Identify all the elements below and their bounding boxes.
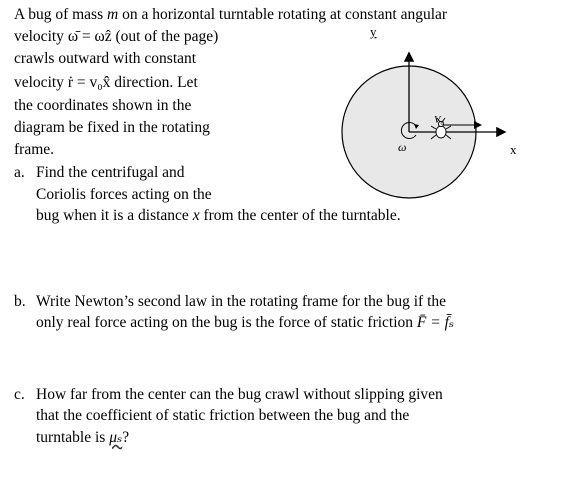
intro-text: direction. Let bbox=[110, 74, 198, 91]
friction-equation: F̄ = f̄ₛ bbox=[416, 314, 455, 331]
part-c-text: How far from the center can the bug crawl without slipping given bbox=[36, 386, 443, 403]
x-symbol: x bbox=[192, 207, 200, 224]
part-c-text: that the coefficient of static friction between the bug and the bbox=[36, 407, 410, 424]
problem-intro-line-3 bbox=[14, 50, 196, 68]
intro-text: on a horizontal turntable rotating at constant angular bbox=[118, 6, 448, 23]
mass-symbol: m bbox=[107, 6, 119, 23]
problem-intro-line-4 bbox=[14, 74, 198, 92]
part-b-marker: b. bbox=[14, 293, 26, 310]
part-c-line-3 bbox=[36, 429, 129, 447]
part-c-text: ? bbox=[122, 429, 130, 446]
intro-text: frame. bbox=[14, 141, 55, 158]
part-b-line-1 bbox=[14, 293, 447, 311]
part-c-line-2 bbox=[36, 407, 409, 425]
intro-text: (out of the page) bbox=[111, 28, 219, 45]
intro-text: crawls outward with constant bbox=[14, 50, 197, 67]
problem-intro-line-7 bbox=[14, 141, 54, 159]
x-axis-label: x bbox=[510, 142, 517, 157]
intro-text: velocity bbox=[14, 28, 68, 45]
part-c-line-1 bbox=[14, 386, 443, 404]
part-a-text: Find the centrifugal and bbox=[36, 164, 185, 181]
problem-intro-line-2 bbox=[14, 28, 218, 46]
part-b-line-2 bbox=[36, 314, 454, 332]
omega-label: ω bbox=[398, 140, 407, 154]
mu-symbol: μₛ bbox=[109, 429, 123, 446]
intro-text: A bug of mass bbox=[14, 6, 107, 23]
part-a-text: bug when it is a distance bbox=[36, 207, 193, 224]
velocity-equation: ṙ = v₀x̂ bbox=[67, 74, 111, 91]
part-c-text: turntable is bbox=[36, 429, 110, 446]
y-axis-label: y bbox=[370, 24, 377, 39]
part-a-line-3 bbox=[36, 207, 401, 225]
part-b-text: only real force acting on the bug is the force of static friction bbox=[36, 314, 417, 331]
part-b-text: Write Newton’s second law in the rotating frame for the bug if the bbox=[36, 293, 447, 310]
omega-equation: ω̄ = ωẑ bbox=[67, 28, 112, 45]
intro-text: velocity bbox=[14, 74, 68, 91]
velocity-label: V₀ bbox=[434, 115, 445, 126]
part-a-text: from the center of the turntable. bbox=[199, 207, 401, 224]
part-a-line-1 bbox=[14, 164, 185, 182]
part-a-line-2 bbox=[36, 186, 212, 204]
part-a-marker: a. bbox=[14, 164, 25, 181]
part-c-marker: c. bbox=[14, 386, 25, 403]
problem-intro-line-5 bbox=[14, 97, 191, 115]
intro-text: diagram be fixed in the rotating bbox=[14, 119, 210, 136]
part-a-text: Coriolis forces acting on the bbox=[36, 186, 212, 203]
problem-intro-line-1 bbox=[14, 6, 447, 24]
turntable-diagram bbox=[330, 24, 550, 200]
problem-intro-line-6 bbox=[14, 119, 210, 137]
intro-text: the coordinates shown in the bbox=[14, 97, 192, 114]
